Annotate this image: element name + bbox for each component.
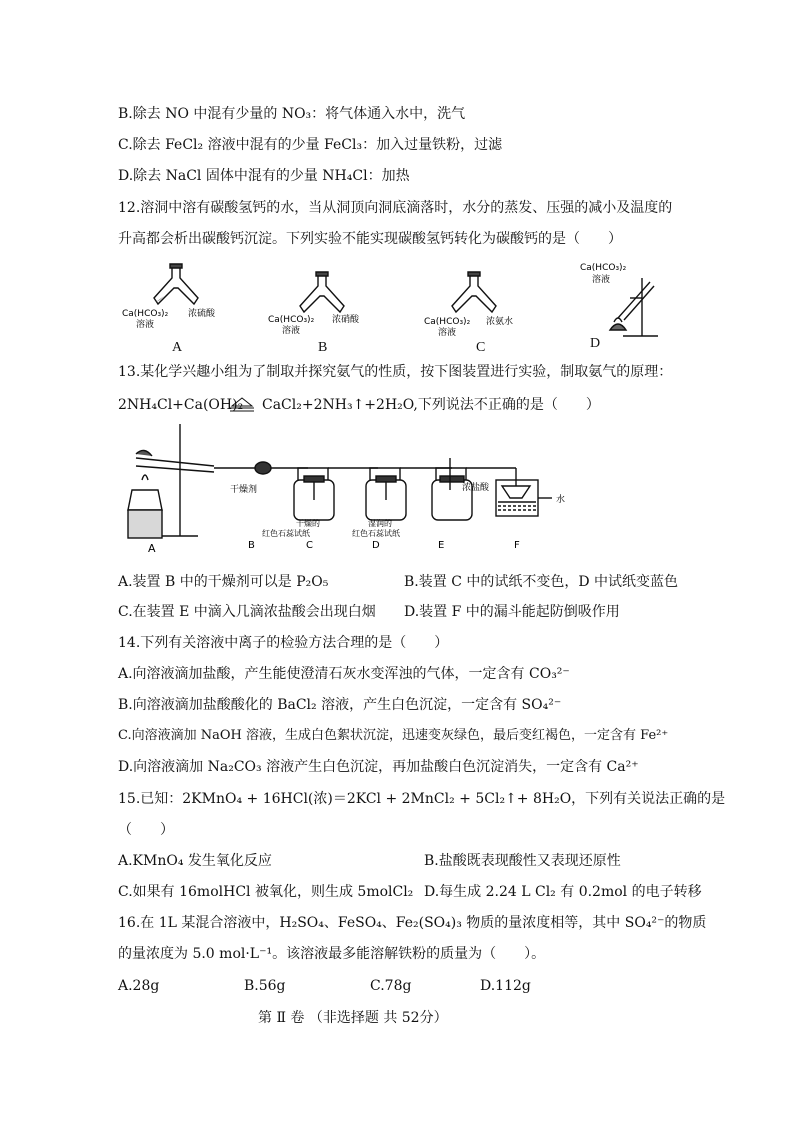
q12-fig-label-a: A xyxy=(172,340,183,355)
q12-a-right-label: 浓硫酸 xyxy=(188,309,216,319)
q12-stem-line2: 升高都会析出碳酸钙沉淀。下列实验不能实现碳酸氢钙转化为碳酸钙的是（ ） xyxy=(118,231,622,247)
q12-b-left-label: Ca(HCO₃)₂ xyxy=(268,315,315,325)
q13-option-b: B.装置 C 中的试纸不变色，D 中试纸变蓝色 xyxy=(404,574,679,590)
q16-option-d: D.112g xyxy=(480,978,531,994)
q12-fig-label-c: C xyxy=(476,340,486,355)
q13-stem-line1: 13.某化学兴趣小组为了制取并探究氨气的性质，按下图装置进行实验，制取氨气的原理： xyxy=(118,364,673,380)
q12-fig-label-b: B xyxy=(318,340,328,355)
q16-option-a: A.28g xyxy=(118,978,160,994)
q13-option-a: A.装置 B 中的干燥剂可以是 P₂O₅ xyxy=(118,574,329,590)
q15-option-d: D.每生成 2.24 L Cl₂ 有 0.2mol 的电子转移 xyxy=(424,884,702,900)
q13-equation-right: CaCl₂+2NH₃↑+2H₂O,下列说法不正确的是（ ） xyxy=(262,397,600,413)
q14-option-b: B.向溶液滴加盐酸酸化的 BaCl₂ 溶液，产生白色沉淀，一定含有 SO₄²⁻ xyxy=(118,697,562,713)
q13-fig-f: F xyxy=(514,540,520,551)
q12-d-label2: 溶液 xyxy=(592,275,611,285)
q15-stem: 15.已知：2KMnO₄ + 16HCl(浓)＝2KCl + 2MnCl₂ + 5Cl₂↑+ 8H₂O，下列有关说法正确的是 xyxy=(118,791,726,807)
q12-fig-label-d: D xyxy=(590,336,601,351)
q13-hcl-label: 浓盐酸 xyxy=(462,483,490,493)
q16-option-c: C.78g xyxy=(370,978,412,994)
q14-stem: 14.下列有关溶液中离子的检验方法合理的是（ ） xyxy=(118,635,449,651)
heat-symbol xyxy=(228,396,256,412)
q13-apparatus-figure xyxy=(118,420,578,560)
q13-fig-a: A xyxy=(148,542,156,555)
q13-fig-d: D xyxy=(372,540,380,551)
q12-a-left-label: Ca(HCO₃)₂ xyxy=(122,309,169,319)
q11-option-c: C.除去 FeCl₂ 溶液中混有的少量 FeCl₃：加入过量铁粉，过滤 xyxy=(118,137,503,153)
q13-option-d: D.装置 F 中的漏斗能起防倒吸作用 xyxy=(404,604,620,620)
q13-d-label1: 湿润的 xyxy=(368,519,392,528)
q15-option-a: A.KMnO₄ 发生氧化反应 xyxy=(118,853,272,869)
q13-c-label2: 红色石蕊试纸 xyxy=(262,529,310,538)
q12-c-right-label: 浓氨水 xyxy=(486,317,514,327)
y-tube-c xyxy=(452,272,496,312)
q16-stem-line1: 16.在 1L 某混合溶液中，H₂SO₄、FeSO₄、Fe₂(SO₄)₃ 物质的量浓度相等，其中 SO₄²⁻的物质 xyxy=(118,915,707,931)
y-tube-b xyxy=(300,272,344,312)
q11-option-b: B.除去 NO 中混有少量的 NO₃：将气体通入水中，洗气 xyxy=(118,106,466,122)
q14-option-a: A.向溶液滴加盐酸，产生能使澄清石灰水变浑浊的气体，一定含有 CO₃²⁻ xyxy=(118,666,570,682)
q12-stem-line1: 12.溶洞中溶有碳酸氢钙的水，当从洞顶向洞底滴落时，水分的蒸发、压强的减小及温度的 xyxy=(118,200,673,216)
q15-option-c: C.如果有 16molHCl 被氧化，则生成 5molCl₂ xyxy=(118,884,414,900)
q13-fig-c: C xyxy=(306,540,313,551)
q13-option-c: C.在装置 E 中滴入几滴浓盐酸会出现白烟 xyxy=(118,604,376,620)
q15-option-b: B.盐酸既表现酸性又表现还原性 xyxy=(424,853,621,869)
q12-b-solution-label: 溶液 xyxy=(282,326,301,336)
q12-d-label1: Ca(HCO₃)₂ xyxy=(580,263,627,273)
q13-fig-e: E xyxy=(438,540,445,551)
q11-option-d: D.除去 NaCl 固体中混有的少量 NH₄Cl：加热 xyxy=(118,168,410,184)
q13-d-label2: 红色石蕊试纸 xyxy=(352,529,400,538)
heated-tube-d xyxy=(610,278,658,336)
q14-option-c: C.向溶液滴加 NaOH 溶液，生成白色絮状沉淀，迅速变灰绿色，最后变红褐色，一定含有 Fe²⁺ xyxy=(118,728,669,743)
q14-option-d: D.向溶液滴加 Na₂CO₃ 溶液产生白色沉淀，再加盐酸白色沉淀消失，一定含有 Ca²⁺ xyxy=(118,759,639,775)
q13-equation-left: 2NH₄Cl+Ca(OH)₂ xyxy=(118,397,244,413)
q16-stem-line2: 的量浓度为 5.0 mol·L⁻¹。该溶液最多能溶解铁粉的质量为（ ）。 xyxy=(118,946,546,962)
q13-fig-b: B xyxy=(248,540,255,551)
q12-b-right-label: 浓硝酸 xyxy=(332,315,360,325)
q16-option-b: B.56g xyxy=(244,978,286,994)
q13-c-label1: 干燥的 xyxy=(296,519,320,528)
q13-drying-label: 干燥剂 xyxy=(230,485,258,495)
q12-a-solution-label: 溶液 xyxy=(136,320,155,330)
q12-c-solution-label: 溶液 xyxy=(438,328,457,338)
q12-c-left-label: Ca(HCO₃)₂ xyxy=(424,317,471,327)
section-heading: 第 Ⅱ 卷 （非选择题 共 52分） xyxy=(258,1010,448,1026)
y-tube-a xyxy=(154,264,198,304)
q15-paren: （ ） xyxy=(118,822,174,838)
q13-water-label: 水 xyxy=(556,495,566,505)
